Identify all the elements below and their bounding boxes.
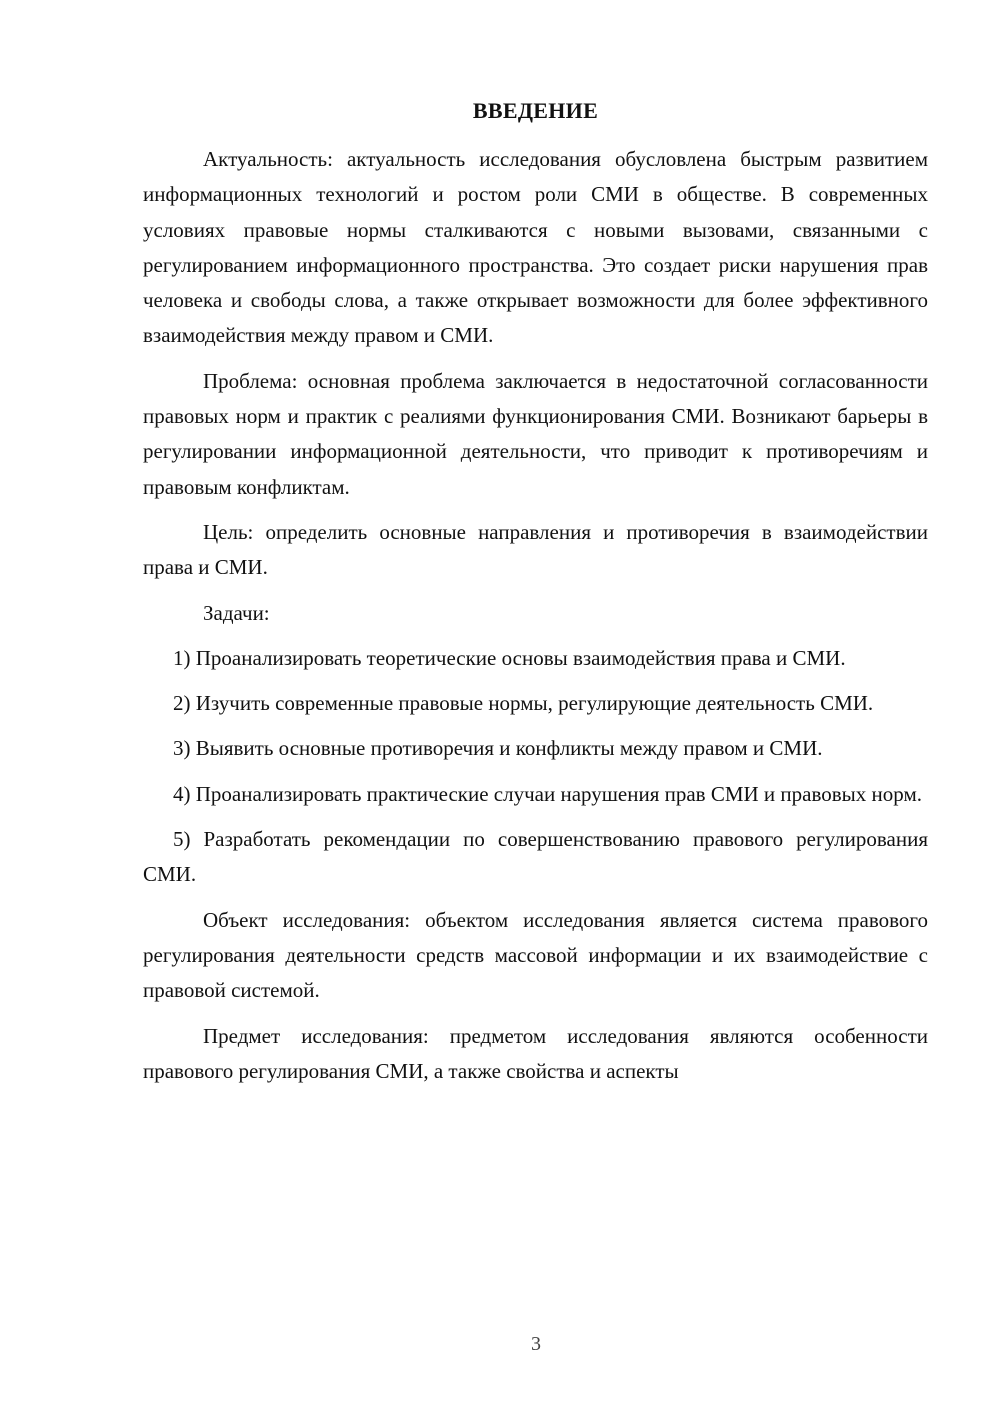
task-item-3: 3) Выявить основные противоречия и конфликты между правом и СМИ. <box>173 736 823 761</box>
paragraph-object: Объект исследования: объектом исследования является система правового регулирования деятельности средств массовой информации и их взаимодействие с правовой системой. <box>143 907 928 1003</box>
task-item-5: 5) Разработать рекомендации по совершенствованию правового регулирования СМИ. <box>143 827 928 887</box>
paragraph-subject: Предмет исследования: предметом исследования являются особенности правового регулирования СМИ, а также свойства и аспекты <box>143 1023 928 1083</box>
task-item-2: 2) Изучить современные правовые нормы, регулирующие деятельность СМИ. <box>173 691 874 716</box>
paragraph-relevance: Актуальность: актуальность исследования обусловлена быстрым развитием информационных технологий и ростом роли СМИ в обществе. В современных условиях правовые нормы сталкиваются с новыми вызовами, связанными с регулированием информационного пространства. Это создает риски нарушения прав человека и свободы слова, а также открывает возможности для более эффективного взаимодействия между правом и СМИ. <box>143 147 928 348</box>
page-number: 3 <box>531 1333 541 1355</box>
paragraph-goal: Цель: определить основные направления и противоречия в взаимодействии права и СМИ. <box>143 519 928 580</box>
page-content <box>143 94 928 1099</box>
task-item-1: 1) Проанализировать теоретические основы взаимодействия права и СМИ. <box>173 645 846 670</box>
paragraph-problem: Проблема: основная проблема заключается в недостаточной согласованности правовых норм и практик с реалиями функционирования СМИ. Возникают барьеры в регулировании информационной деятельности, что приводит к противоречиям и правовым конфликтам. <box>143 368 928 499</box>
section-title: ВВЕДЕНИЕ <box>472 98 599 123</box>
task-item-4: 4) Проанализировать практические случаи нарушения прав СМИ и правовых норм. <box>173 781 922 806</box>
paragraph-tasks-heading: Задачи: <box>203 600 270 625</box>
